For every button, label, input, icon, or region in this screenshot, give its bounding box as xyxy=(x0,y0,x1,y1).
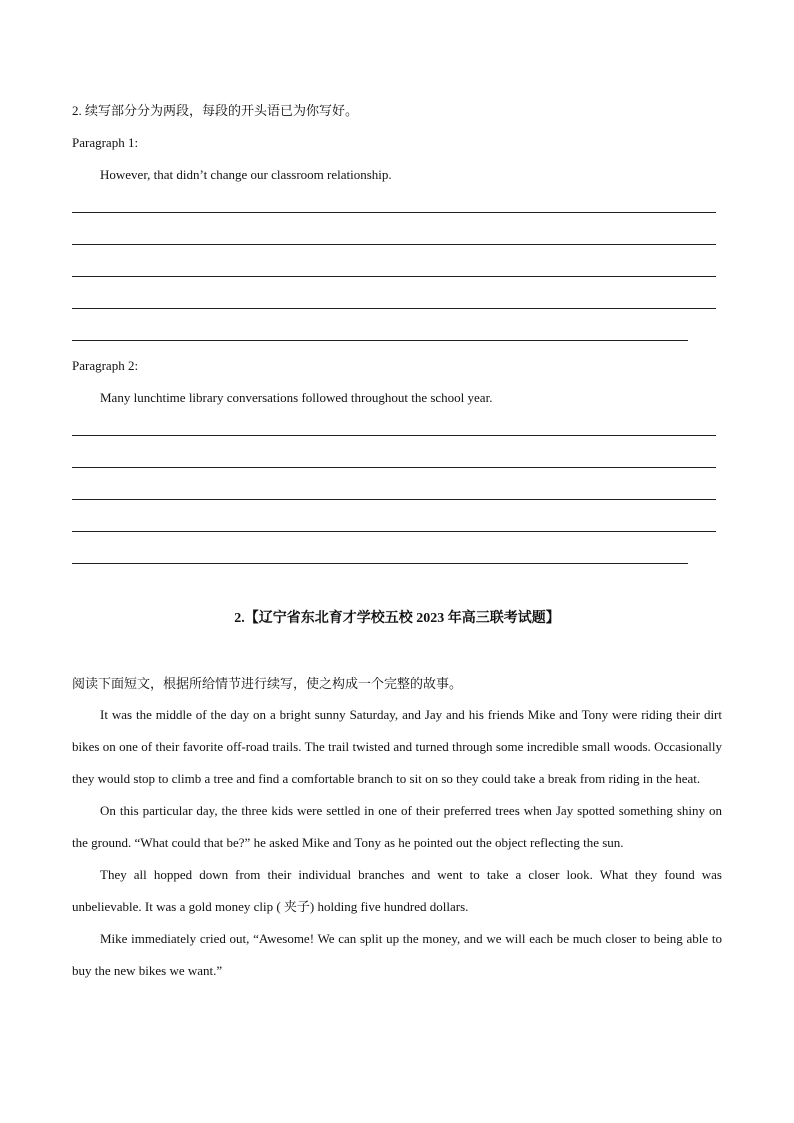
story-paragraph: They all hopped down from their individual branches and went to take a closer look. What they found was unbelievable. It was a gold money clip ( 夹子) holding five hundred dollars. xyxy=(72,867,722,914)
story-paragraph: Mike immediately cried out, “Awesome! We can split up the money, and we will each be much closer to being able to buy the new bikes we want.” xyxy=(72,931,722,978)
story-paragraph: It was the middle of the day on a bright sunny Saturday, and Jay and his friends Mike and Tony were riding their dirt bikes on one of their favorite off-road trails. The trail twisted and turned through some incredible small woods. Occasionally they would stop to climb a tree and find a comfortable branch to sit on so they could take a break from riding in the heat. xyxy=(72,707,722,786)
answer-line xyxy=(72,212,716,213)
answer-line xyxy=(72,276,716,277)
answer-line xyxy=(72,244,716,245)
answer-line xyxy=(72,499,716,500)
paragraph1-label: Paragraph 1: xyxy=(72,135,139,150)
reading-instruction: 阅读下面短文，根据所给情节进行续写，使之构成一个完整的故事。 xyxy=(72,676,463,691)
answer-line xyxy=(72,435,716,436)
answer-line xyxy=(72,467,716,468)
paragraph2-label: Paragraph 2: xyxy=(72,358,139,373)
paragraph1-opening: However, that didn’t change our classroom relationship. xyxy=(100,167,392,182)
story-text xyxy=(72,699,722,987)
paragraph2-opening: Many lunchtime library conversations followed throughout the school year. xyxy=(100,390,493,405)
section-title: 2.【辽宁省东北育才学校五校 2023 年高三联考试题】 xyxy=(234,611,560,626)
answer-line xyxy=(72,308,716,309)
answer-line xyxy=(72,563,688,564)
answer-line xyxy=(72,340,688,341)
writing-instruction: 2. 续写部分分为两段，每段的开头语已为你写好。 xyxy=(72,103,359,118)
story-paragraph: On this particular day, the three kids were settled in one of their preferred trees when Jay spotted something shiny on the ground. “What could that be?” he asked Mike and Tony as he pointed out the object reflecting the sun. xyxy=(72,803,722,850)
answer-line xyxy=(72,531,716,532)
